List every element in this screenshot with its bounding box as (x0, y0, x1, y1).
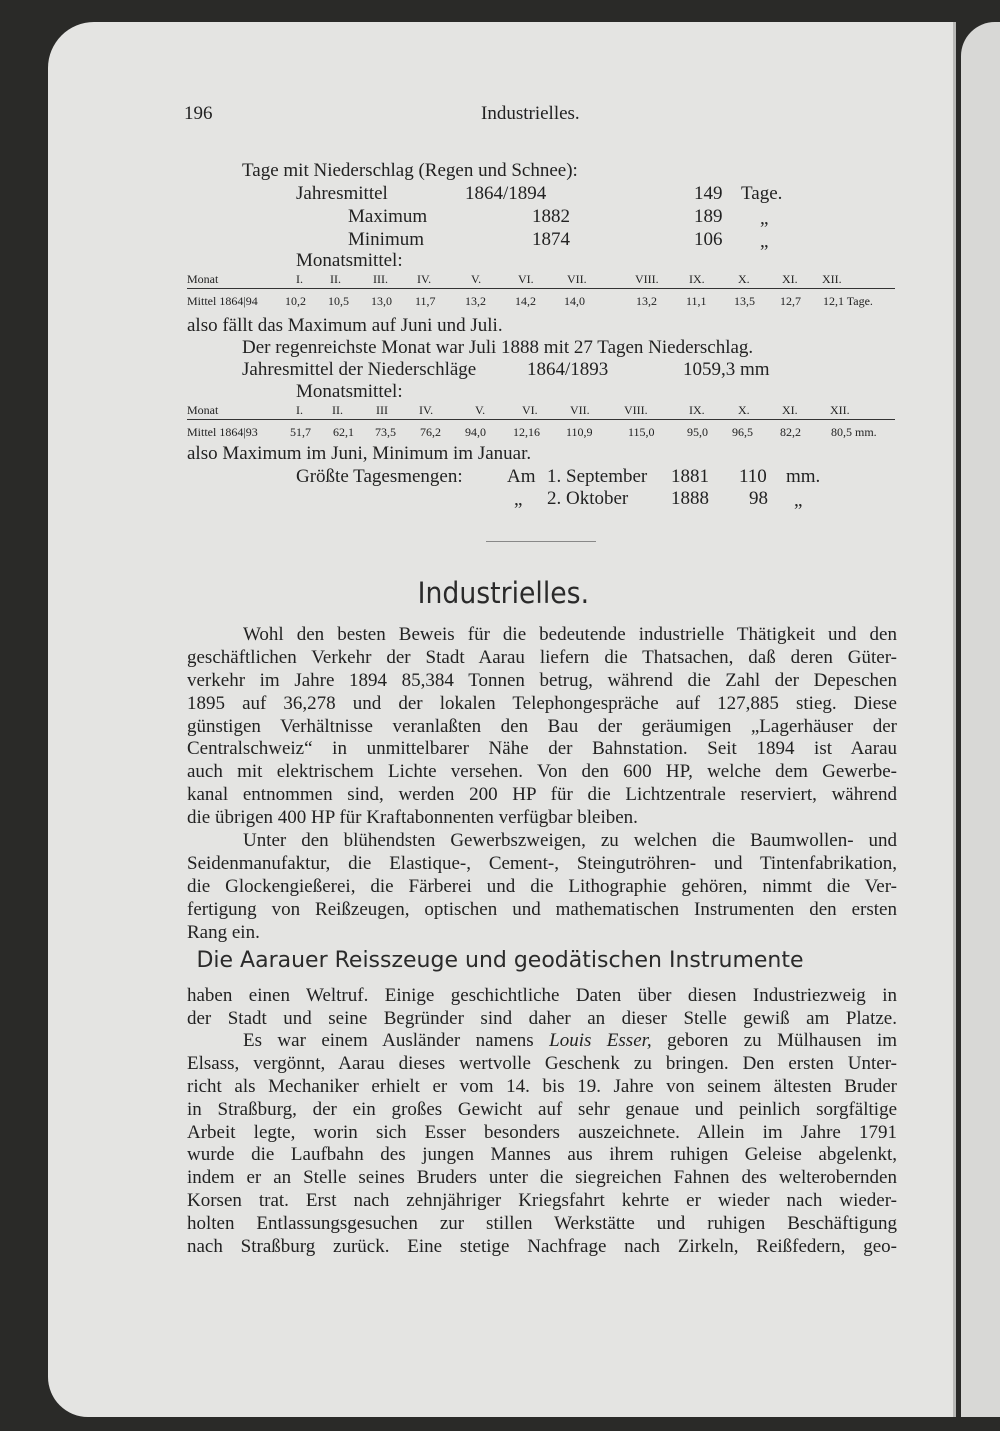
month-value: 51,7 (290, 425, 311, 439)
month-header: VI. (522, 403, 538, 417)
max-daily-year: 1888 (671, 488, 709, 509)
precip-row-unit: Tage. (741, 183, 783, 204)
next-page-edge (961, 22, 1000, 1417)
section-divider (486, 541, 596, 542)
month-value: 12,7 (780, 294, 801, 308)
monthly-label-2: Monatsmittel: (296, 381, 403, 402)
month-value: 13,2 (636, 294, 657, 308)
month-value: 96,5 (732, 425, 753, 439)
month-value: 82,2 (780, 425, 801, 439)
max-daily-prefix: Am (507, 466, 536, 487)
month-header: XII. (822, 272, 842, 286)
month-header: XII. (830, 403, 850, 417)
precip-intro: Tage mit Niederschlag (Regen und Schnee): (242, 160, 578, 181)
max-daily-amount: 98 (749, 488, 768, 509)
month-header: X. (738, 272, 750, 286)
precip-row-label: Jahresmittel (296, 183, 388, 204)
section-title: Industrielles. (417, 576, 590, 610)
page-edge (953, 22, 956, 1417)
text-line: nach Straßburg zurück. Eine stetige Nachfrage nach Zirkeln, Reißfedern, geo- (187, 1236, 897, 1258)
text-line: haben einen Weltruf. Einige geschichtliche Daten über diesen Industriezweig in (187, 985, 897, 1006)
precip-row-year: 1882 (532, 206, 570, 227)
table-rule (187, 419, 895, 420)
text-line: der Stadt und seine Begründer sind daher an dieser Stelle gewiß am Platze. (187, 1007, 897, 1029)
text-line: günstigen Verhältnisse veranlaßten den Bau der geräumigen „Lagerhäuser der (187, 715, 897, 737)
text-line: auch mit elektrischem Lichte versehen. Von den 600 HP, welche dem Gewerbe- (187, 761, 897, 783)
monthly-label: Monatsmittel: (296, 250, 403, 271)
month-value: 11,1 (686, 294, 707, 308)
running-title: Industrielles. (481, 103, 580, 124)
month-header: VIII. (624, 403, 648, 417)
month-value: 13,0 (371, 294, 392, 308)
month-value: 110,9 (566, 425, 593, 439)
text-line: Wohl den besten Beweis für die bedeutende industrielle Thätigkeit und den (243, 624, 897, 645)
month-header: II. (332, 403, 343, 417)
text-fragment: geboren zu Mülhausen im (667, 1030, 898, 1051)
max-daily-unit: „ (794, 490, 803, 511)
person-name: Louis Esser, (549, 1030, 652, 1051)
month-header: VI. (518, 272, 534, 286)
month-header: X. (738, 403, 750, 417)
paragraph-4 (187, 1030, 897, 1259)
month-header: II. (330, 272, 341, 286)
text-line: Elsass, vergönnt, Aarau dieses wertvolle Geschenk zu bringen. Den ersten Unter- (187, 1052, 897, 1074)
table1-values-row (187, 294, 895, 312)
text-line: verkehr im Jahre 1894 85,384 Tonnen betrug, während die Zahl der Depeschen (187, 669, 897, 691)
max-daily-amount: 110 (739, 466, 767, 487)
mean-label: Mittel 1864|93 (187, 425, 258, 439)
paragraph-2 (187, 830, 897, 944)
text-line: wurde die Laufbahn des jungen Mannes aus ihrem ruhigen Geleise abgelenkt, (187, 1144, 897, 1166)
text-line: 1895 auf 36,278 und der lokalen Telephongespräche auf 127,885 stieg. Diese (187, 692, 897, 714)
rainiest-month: Der regenreichste Monat war Juli 1888 mit 27 Tagen Niederschlag. (242, 337, 754, 358)
text-line: geschäftlichen Verkehr der Stadt Aarau liefern die Thatsachen, daß deren Güter- (187, 646, 897, 668)
month-header: V. (475, 403, 486, 417)
month-header: VIII. (635, 272, 659, 286)
month-value: 115,0 (628, 425, 655, 439)
precip-row-value: 149 (694, 183, 723, 204)
month-value: 12,1 Tage. (823, 294, 873, 308)
month-value: 13,2 (465, 294, 486, 308)
max-daily-date: 1. September (547, 466, 648, 487)
month-value: 11,7 (415, 294, 436, 308)
subsection-title: Die Aarauer Reisszeuge und geodätischen Instrumente (196, 948, 804, 973)
text-line: kanal entnommen sind, werden 200 HP für die Lichtzentrale reserviert, während (187, 784, 897, 806)
annual-mean-years: 1864/1893 (527, 359, 609, 380)
text-line: holten Entlassungsgesuchen zur stillen Werkstätte und ruhigen Beschäftigung (187, 1213, 897, 1235)
text-line: Rang ein. (187, 921, 260, 943)
precip-row-unit: „ (760, 208, 769, 229)
month-header: I. (296, 272, 303, 286)
conclusion-2: also Maximum im Juni, Minimum im Januar. (187, 443, 532, 464)
month-header: IV. (419, 403, 434, 417)
annual-mean-value: 1059,3 mm (683, 359, 770, 380)
text-line: richt als Mechaniker erhielt er vom 14. bis 19. Jahre von seinem ältesten Bruder (187, 1075, 897, 1097)
month-header: XI. (782, 272, 798, 286)
text-line: indem er an Stelle seines Bruders unter die siegreichen Fahnen des welterobernden (187, 1167, 897, 1189)
month-value: 10,2 (285, 294, 306, 308)
paragraph-3 (187, 985, 897, 1031)
table-rule (187, 288, 895, 289)
max-daily-label: Größte Tagesmengen: (296, 466, 463, 487)
month-header: IV. (417, 272, 432, 286)
precip-row-year: 1874 (532, 229, 570, 250)
annual-mean-label: Jahresmittel der Niederschläge (242, 359, 477, 380)
paragraph-1 (187, 624, 897, 830)
page-number: 196 (184, 103, 213, 124)
precip-row-unit: „ (760, 231, 769, 252)
month-value: 80,5 mm. (831, 425, 877, 439)
month-header: VII. (570, 403, 590, 417)
precip-row-label: Minimum (348, 229, 425, 250)
month-header: XI. (782, 403, 798, 417)
month-value: 94,0 (465, 425, 486, 439)
max-daily-date: 2. Oktober (547, 488, 629, 509)
text-line: fertigung von Reißzeugen, optischen und mathematischen Instrumenten den ersten (187, 898, 897, 920)
month-header: IX. (689, 403, 705, 417)
month-header: V. (471, 272, 482, 286)
text-fragment: Es war einem Ausländer namens (243, 1030, 534, 1051)
text-line: Korsen trat. Erst nach zehnjähriger Kriegsfahrt kehrte er wieder nach wieder- (187, 1190, 897, 1212)
month-value: 95,0 (687, 425, 708, 439)
precip-row-value: 106 (694, 229, 723, 250)
text-line: Unter den blühendsten Gewerbszweigen, zu welchen die Baumwollen- und (243, 830, 897, 851)
month-value: 73,5 (375, 425, 396, 439)
row-label: Monat (187, 403, 219, 417)
text-line: Centralschweiz“ in unmittelbarer Nähe der Bahnstation. Seit 1894 ist Aarau (187, 738, 897, 760)
max-daily-unit: mm. (786, 466, 821, 487)
precip-row-label: Maximum (348, 206, 428, 227)
text-line: in Straßburg, der ein großes Gewicht auf sehr genaue und peinlich sorgfältige (187, 1098, 897, 1120)
month-header: VII. (567, 272, 587, 286)
month-value: 62,1 (333, 425, 354, 439)
month-value: 12,16 (513, 425, 540, 439)
text-line: Seidenmanufaktur, die Elastique-, Cement-, Steingutröhren- und Tintenfabrikation, (187, 852, 897, 874)
text-line: die übrigen 400 HP für Kraftabonnenten verfügbar bleiben. (187, 807, 638, 829)
row-label: Monat (187, 272, 219, 286)
text-line (187, 1030, 897, 1053)
precip-row-value: 189 (694, 206, 723, 227)
month-value: 76,2 (420, 425, 441, 439)
mean-label: Mittel 1864|94 (187, 294, 258, 308)
month-value: 10,5 (328, 294, 349, 308)
max-daily-prefix: „ (514, 489, 523, 510)
month-header: IX. (689, 272, 705, 286)
month-value: 13,5 (734, 294, 755, 308)
table2-values-row (187, 425, 895, 443)
conclusion-1: also fällt das Maximum auf Juni und Juli. (187, 315, 503, 336)
month-value: 14,2 (515, 294, 536, 308)
month-header: I. (296, 403, 303, 417)
precip-row-year: 1864/1894 (465, 183, 547, 204)
max-daily-year: 1881 (671, 466, 709, 487)
month-header: III. (373, 272, 388, 286)
month-header: III (376, 403, 388, 417)
month-value: 14,0 (564, 294, 585, 308)
text-line: Arbeit legte, worin sich Esser besonders auszeichnete. Allein im Jahre 1791 (187, 1121, 897, 1143)
text-line: die Glockengießerei, die Färberei und die Lithographie gehören, nimmt die Ver- (187, 875, 897, 897)
